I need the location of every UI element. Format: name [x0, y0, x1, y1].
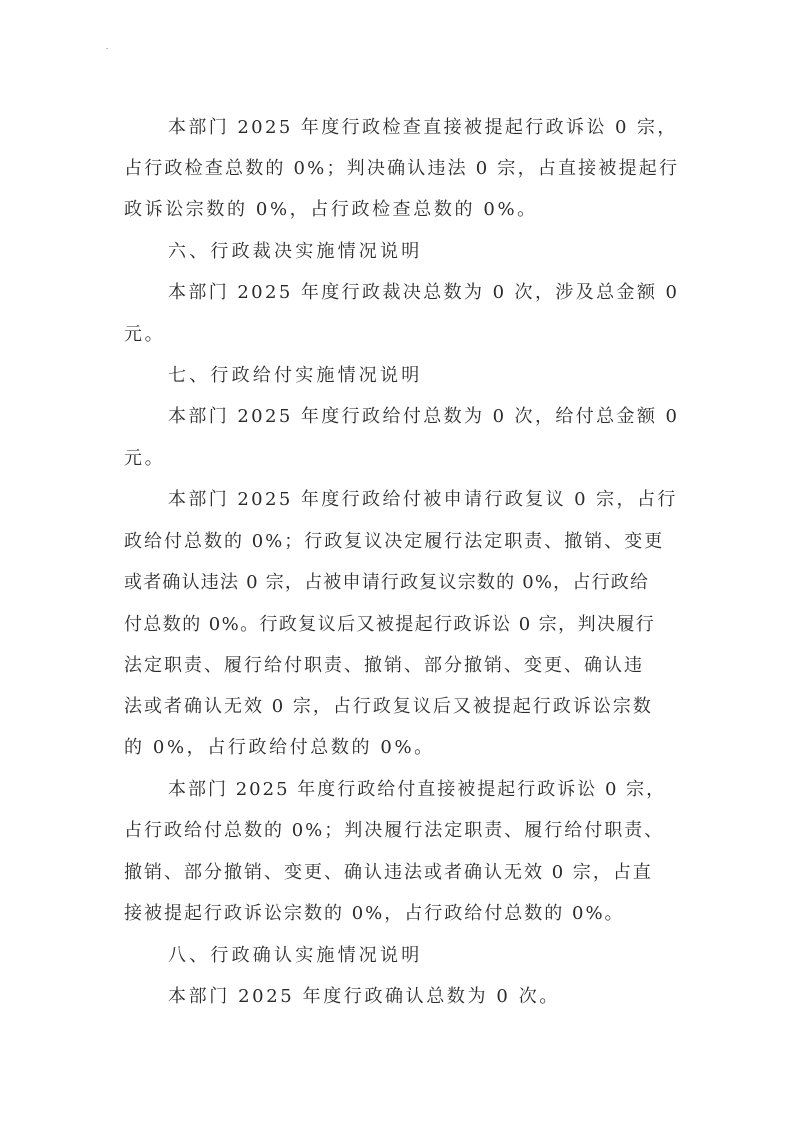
paragraph-line: 本部门 2025 年度行政给付直接被提起行政诉讼 0 宗， — [168, 779, 667, 800]
paragraph-line: 占行政给付总数的 0%；判决履行法定职责、履行给付职责、 — [124, 820, 665, 841]
paragraph-line: 本部门 2025 年度行政给付被申请行政复议 0 宗，占行 — [168, 489, 678, 510]
section-heading-8: 八、行政确认实施情况说明 — [168, 945, 423, 966]
paragraph-line: 付总数的 0%。行政复议后又被提起行政诉讼 0 宗，判决履行 — [124, 614, 656, 635]
section-heading-7: 七、行政给付实施情况说明 — [168, 365, 423, 386]
paragraph-line: 元。 — [124, 324, 166, 345]
paragraph-line: 政给付总数的 0%；行政复议决定履行法定职责、撤销、变更 — [124, 531, 665, 552]
paragraph-line: 或者确认违法 0 宗，占被申请行政复议宗数的 0%，占行政给 — [124, 572, 650, 593]
paragraph-line: 本部门 2025 年度行政检查直接被提起行政诉讼 0 宗， — [168, 117, 678, 138]
paragraph-line: 法或者确认无效 0 宗，占行政复议后又被提起行政诉讼宗数 — [124, 696, 653, 717]
paragraph-line: 本部门 2025 年度行政给付总数为 0 次，给付总金额 0 — [168, 406, 680, 427]
paragraph-line: 元。 — [124, 448, 166, 469]
paragraph-line: 本部门 2025 年度行政确认总数为 0 次。 — [168, 986, 560, 1007]
paragraph-line: 的 0%，占行政给付总数的 0%。 — [124, 737, 435, 758]
paragraph-line: 占行政检查总数的 0%；判决确认违法 0 宗，占直接被提起行 — [124, 158, 680, 179]
paragraph-line: 法定职责、履行给付职责、撤销、部分撤销、变更、确认违 — [124, 655, 644, 676]
paragraph-line: 本部门 2025 年度行政裁决总数为 0 次，涉及总金额 0 — [168, 282, 680, 303]
scan-mark — [106, 48, 108, 49]
section-heading-6: 六、行政裁决实施情况说明 — [168, 241, 423, 262]
paragraph-line: 撤销、部分撤销、变更、确认违法或者确认无效 0 宗，占直 — [124, 862, 653, 883]
paragraph-line: 政诉讼宗数的 0%，占行政检查总数的 0%。 — [124, 199, 538, 220]
paragraph-line: 接被提起行政诉讼宗数的 0%，占行政给付总数的 0%。 — [124, 903, 625, 924]
